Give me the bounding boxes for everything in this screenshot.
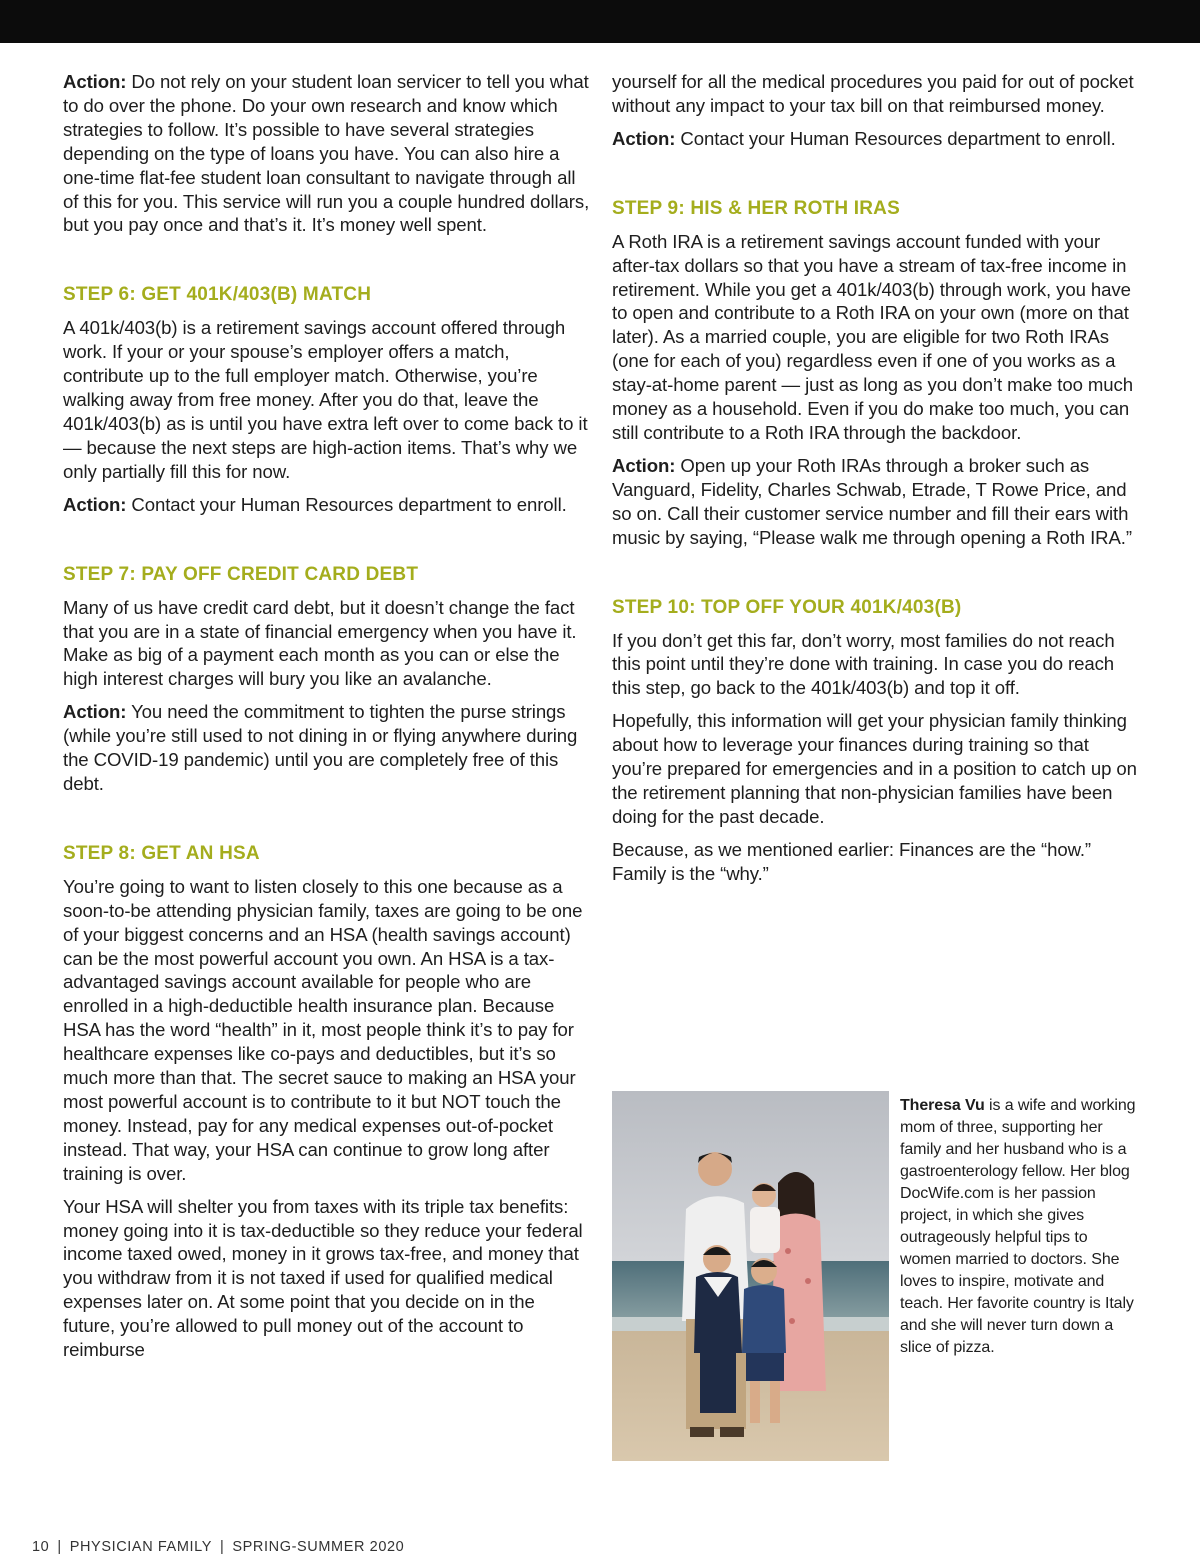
step9-action [612, 454, 1140, 550]
action-label: Action: [612, 454, 676, 476]
action-label: Action: [63, 71, 127, 92]
action-label: Action: [612, 127, 676, 149]
author-name: Theresa Vu [900, 1097, 985, 1114]
step7-action [63, 700, 591, 796]
action-paragraph [63, 70, 591, 237]
action-text: Contact your Human Resources department to enroll. [126, 493, 567, 515]
right-column [612, 70, 1140, 895]
step10-body: Hopefully, this information will get your physician family thinking about how to leverage your finances during training so that you’re prepared for emergencies and in a position to catch up on the retirement planning that non-physician families have been doing for the past decade. [612, 710, 1137, 827]
step8-body: You’re going to want to listen closely to this one because as a soon-to-be attending physician family, taxes are going to be one of your biggest concerns and an HSA (health savings account) can be the most powerful account you own. An HSA is a tax-advantaged savings account available for people who are enrolled in a high-deductible health insurance plan. Because HSA has the word “health” in it, most people think it’s to pay for healthcare expenses like co-pays and deductibles, but it’s so much more than that. The secret sauce to making an HSA your most powerful account is to contribute to it but NOT touch the money. Instead, pay for any medical expenses out-of-pocket instead. That way, your HSA can continue to grow long after training is over. [63, 875, 583, 1184]
family-photo [612, 1091, 889, 1461]
page-number: 10 [32, 1539, 50, 1555]
step6-body: A 401k/403(b) is a retirement savings account offered through work. If your or your spouse’s employer offers a match, contribute up to the full employer match. Otherwise, you’re walking away from free money. After you do that, leave the 401k/403(b) as is until you have extra left over to come back to it — because the next steps are high-action items. That’s why we only partially fill this for now. [63, 317, 588, 482]
author-bio [900, 1095, 1140, 1359]
step10-heading: STEP 10: TOP OFF YOUR 401K/403(B) [612, 596, 962, 618]
footer-separator: | [220, 1539, 225, 1555]
top-bar [0, 0, 1200, 43]
action-text: Contact your Human Resources department to enroll. [675, 127, 1116, 149]
publication-name: PHYSICIAN FAMILY [69, 1539, 212, 1555]
step8-body: Your HSA will shelter you from taxes with its triple tax benefits: money going into it is tax-deductible so they reduce your federal income taxed owed, money in it grows tax-free, and money that you withdraw from it is not taxed if used for qualified medical expenses later on. At some point that you decide on in the future, you’re allowed to pull money out of the account to reimburse [63, 1195, 583, 1361]
action-label: Action: [63, 493, 127, 515]
left-column [63, 70, 591, 1371]
step6-heading: STEP 6: GET 401K/403(B) MATCH [63, 284, 372, 306]
step7-body: Many of us have credit card debt, but it doesn’t change the fact that you are in a state of financial emergency when you have it. Make as big of a payment each month as you can or else the high interest charges will bury you like an avalanche. [63, 596, 577, 690]
step6-action [63, 493, 591, 517]
action-label: Action: [63, 701, 127, 723]
action-text: Open up your Roth IRAs through a broker such as Vanguard, Fidelity, Charles Schwab, Etrade, T Rowe Price, and so on. Call their customer service number and fill their ears with music by saying, “Please walk me through opening a Roth IRA.” [612, 454, 1132, 548]
issue-name: SPRING-SUMMER 2020 [232, 1539, 405, 1555]
step10-body: If you don’t get this far, don’t worry, most families do not reach this point until they’re done with training. In case you do reach this step, go back to the 401k/403(b) and top it off. [612, 629, 1115, 699]
action-text: You need the commitment to tighten the purse strings (while you’re still used to not dining in or flying anywhere during the COVID-19 pandemic) until you are completely free of this debt. [63, 701, 578, 794]
page-footer [32, 1539, 404, 1555]
step9-heading: STEP 9: HIS & HER ROTH IRAS [612, 197, 900, 219]
step10-body: Because, as we mentioned earlier: Finances are the “how.” Family is the “why.” [612, 838, 1092, 884]
step7-heading: STEP 7: PAY OFF CREDIT CARD DEBT [63, 563, 419, 585]
footer-separator: | [57, 1539, 62, 1555]
step8-action [612, 127, 1140, 151]
author-bio-text: is a wife and working mom of three, supporting her family and her husband who is a gastroenterology fellow. Her blog DocWife.com is her passion project, in which she gives outrageously helpful tips to women married to doctors. She loves to inspire, motivate and teach. Her favorite country is Italy and she will never turn down a slice of pizza. [900, 1097, 1136, 1356]
toddler [750, 1183, 780, 1253]
action-text: Do not rely on your student loan servicer to tell you what to do over the phone. Do your own research and know which strategies to follow. It’s possible to have several strategies depending on the type of loans you have. You can also hire a one-time flat-fee student loan consultant to navigate through all of this for you. This service will run you a couple hundred dollars, but you pay once and that’s it. It’s money well spent. [63, 71, 590, 236]
step8-heading: STEP 8: GET AN HSA [63, 842, 260, 864]
step8-continued-body: yourself for all the medical procedures you paid for out of pocket without any impact to your tax bill on that reimbursed money. [612, 71, 1134, 116]
step9-body: A Roth IRA is a retirement savings account funded with your after-tax dollars so that you have a stream of tax-free income in retirement. While you get a 401k/403(b) through work, you have to open and contribute to a Roth IRA on your own (more on that later). As a married couple, you are eligible for two Roth IRAs (one for each of you) regardless even if one of you works as a stay-at-home parent — just as long as you don’t make too much money as a household. Even if you do make too much, you can still contribute to a Roth IRA through the backdoor. [612, 230, 1133, 443]
